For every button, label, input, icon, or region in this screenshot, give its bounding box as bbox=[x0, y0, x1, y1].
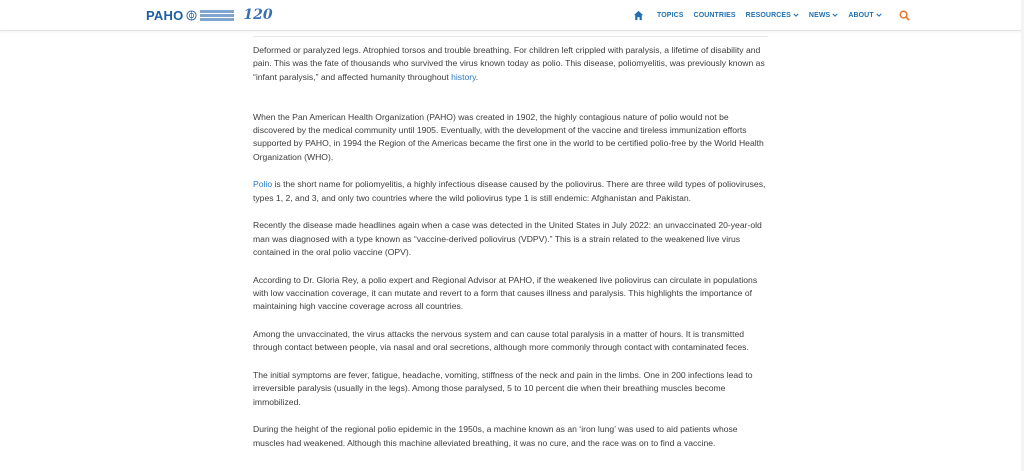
nav-news-label: NEWS bbox=[808, 11, 831, 19]
article-paragraph: According to Dr. Gloria Rey, a polio expert and Regional Advisor at PAHO, if the weakened live poliovirus can circulate in populations with low vaccination coverage, it can mutate and revert to a form that causes illness and paralysis. This highlights the importance of maintaining high vaccine coverage across all countries. bbox=[253, 274, 758, 312]
nav-topics[interactable] bbox=[657, 12, 684, 19]
search-icon[interactable] bbox=[899, 10, 910, 21]
article-paragraph: During the height of the regional polio epidemic in the 1950s, a machine known as an ‘iron lung’ was used to aid patients whose muscles had weakened. Although this machine alleviated breathing, it was no cure, and the race was on to find a vaccine. bbox=[253, 424, 738, 448]
chevron-down-icon bbox=[876, 12, 882, 18]
chevron-down-icon bbox=[832, 12, 838, 18]
article-paragraph: Recently the disease made headlines again when a case was detected in the United States in July 2022: an unvaccinated 20-year-old man was diagnosed with a type known as “vaccine-derived poliovirus (VDPV).” This is a strain related to the weakened live virus contained in the oral polio vaccine (OPV). bbox=[253, 220, 762, 258]
chevron-down-icon bbox=[793, 12, 799, 18]
paragraph-text: Deformed or paralyzed legs. Atrophied torsos and trouble breathing. For children left crippled with paralysis, a lifetime of disability and pain. This was the fate of thousands who survived the virus known today as polio. This disease, poliomyelitis, was previously known as “infant paralysis,” and affected humanity throughout bbox=[253, 45, 765, 82]
nav-news[interactable] bbox=[809, 12, 838, 19]
paragraph-end: . bbox=[475, 71, 479, 82]
article-paragraph: The initial symptoms are fever, fatigue, headache, vomiting, stiffness of the neck and pain in the limbs. One in 200 infections lead to irreversible paralysis (usually in the legs). Among those paralysed, 5 to 10 percent die when their breathing muscles become immobilized. bbox=[253, 370, 753, 407]
content-divider bbox=[253, 36, 768, 37]
logo-organization-lines bbox=[200, 9, 234, 21]
article-body bbox=[253, 44, 770, 464]
un-emblem-icon bbox=[186, 10, 197, 21]
history-link[interactable]: history bbox=[451, 71, 476, 82]
article-paragraph: Among the unvaccinated, the virus attacks the nervous system and can cause total paralysis in a matter of hours. It is transmitted through contact between people, via nasal and oral secretions, although more commonly through contact with contaminated feces. bbox=[253, 329, 749, 353]
nav-countries[interactable] bbox=[694, 12, 736, 19]
main-nav bbox=[633, 0, 910, 30]
nav-about-label: ABOUT bbox=[848, 11, 874, 19]
article-paragraph bbox=[253, 178, 770, 205]
article-paragraph bbox=[253, 44, 770, 84]
nav-topics-label: TOPICS bbox=[657, 11, 684, 19]
nav-resources-label: RESOURCES bbox=[745, 11, 791, 19]
logo-wordmark: PAHO bbox=[146, 7, 184, 23]
paragraph-text: is the short name for poliomyelitis, a highly infectious disease caused by the poliovirus. There are three wild types of polioviruses, types 1, 2, and 3, and only two countries where the wild poliovirus type 1 is still endemic: Afghanistan and Pakistan. bbox=[253, 179, 766, 203]
article-paragraph: When the Pan American Health Organization (PAHO) was created in 1902, the highly contagious nature of polio would not be discovered by the medical community until 1905. Eventually, with the development of the vaccine and tireless immunization efforts supported by PAHO, in 1994 the Region of the Americas became the first one in the world to be certified polio-free by the World Health Organization (WHO). bbox=[253, 111, 764, 162]
anniversary-number: 120 bbox=[243, 7, 273, 23]
top-navigation-bar bbox=[0, 0, 1024, 31]
nav-resources[interactable] bbox=[746, 12, 799, 19]
polio-link[interactable]: Polio bbox=[253, 179, 273, 190]
home-icon[interactable] bbox=[633, 10, 644, 21]
nav-about[interactable] bbox=[848, 12, 881, 19]
paho-logo[interactable] bbox=[146, 4, 273, 26]
anniversary-120-logo bbox=[243, 7, 272, 23]
nav-countries-label: COUNTRIES bbox=[693, 11, 736, 19]
